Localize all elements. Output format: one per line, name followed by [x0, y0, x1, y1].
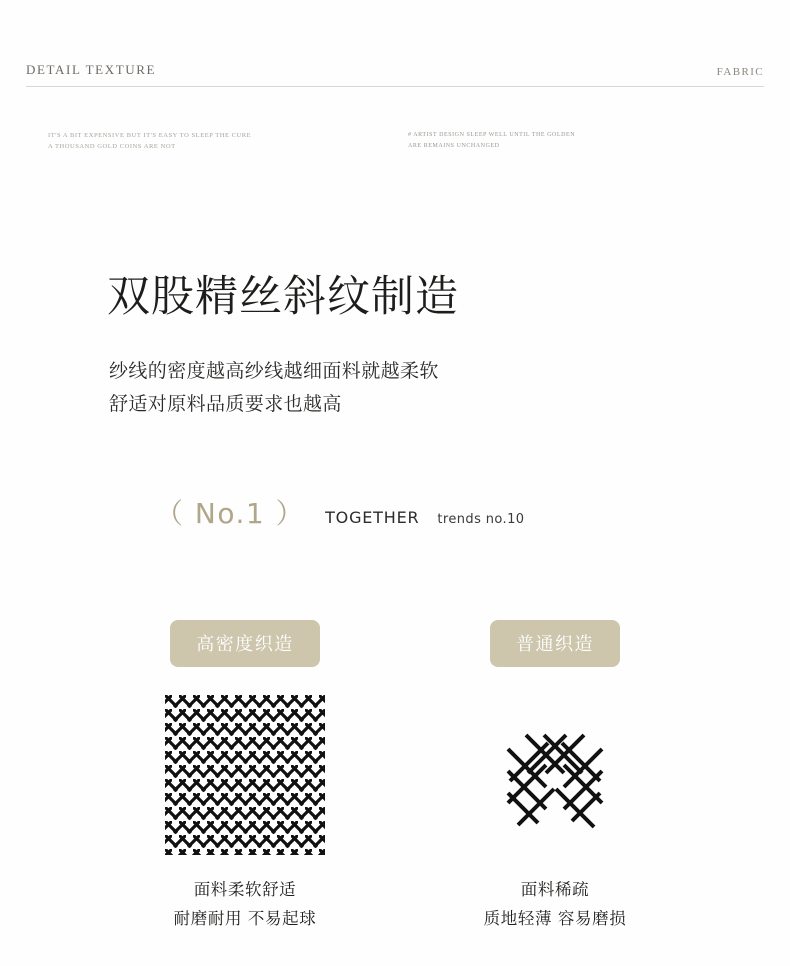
no1-badge: （ No.1 ）	[155, 497, 306, 530]
badge-row	[155, 492, 524, 532]
caption-line: 质地轻薄 容易磨损	[483, 909, 627, 928]
caption-dense	[174, 875, 317, 933]
trends-label: trends no.10	[437, 512, 525, 527]
micro-text-right	[408, 130, 708, 152]
page-title: 双股精丝斜纹制造	[107, 272, 459, 322]
caption-loose	[484, 875, 627, 933]
pill-label-loose: 普通织造	[490, 620, 620, 667]
pill-label-dense: 高密度织造	[170, 620, 320, 667]
micro-text-left	[48, 130, 348, 152]
caption-line: 耐磨耐用 不易起球	[173, 909, 317, 928]
caption-line: 面料柔软舒适	[193, 880, 297, 899]
comparison-column-dense	[120, 620, 370, 933]
micro-line: ARE REMAINS UNCHANGED	[408, 143, 500, 149]
together-label: TOGETHER	[325, 508, 420, 527]
loose-weave-swatch	[500, 695, 610, 855]
caption-line: 面料稀疏	[520, 880, 590, 899]
comparison-section	[120, 620, 680, 933]
dense-weave-swatch	[165, 695, 325, 855]
micro-line: # ARTIST DESIGN SLEEP WELL UNTIL THE GOLDEN	[408, 132, 576, 138]
subtitle-line: 舒适对原料品质要求也越高	[109, 393, 342, 415]
micro-text-row	[48, 130, 748, 152]
header-left-label: DETAIL TEXTURE	[26, 62, 157, 77]
page-header	[26, 62, 764, 87]
micro-line: IT'S A BIT EXPENSIVE BUT IT'S EASY TO SLEEP THE CURE	[48, 132, 252, 139]
header-right-label: FABRIC	[716, 66, 764, 78]
micro-line: A THOUSAND GOLD COINS ARE NOT	[48, 143, 176, 150]
comparison-column-loose	[430, 620, 680, 933]
page-subtitle	[109, 355, 439, 421]
subtitle-line: 纱线的密度越高纱线越细面料就越柔软	[109, 360, 439, 382]
